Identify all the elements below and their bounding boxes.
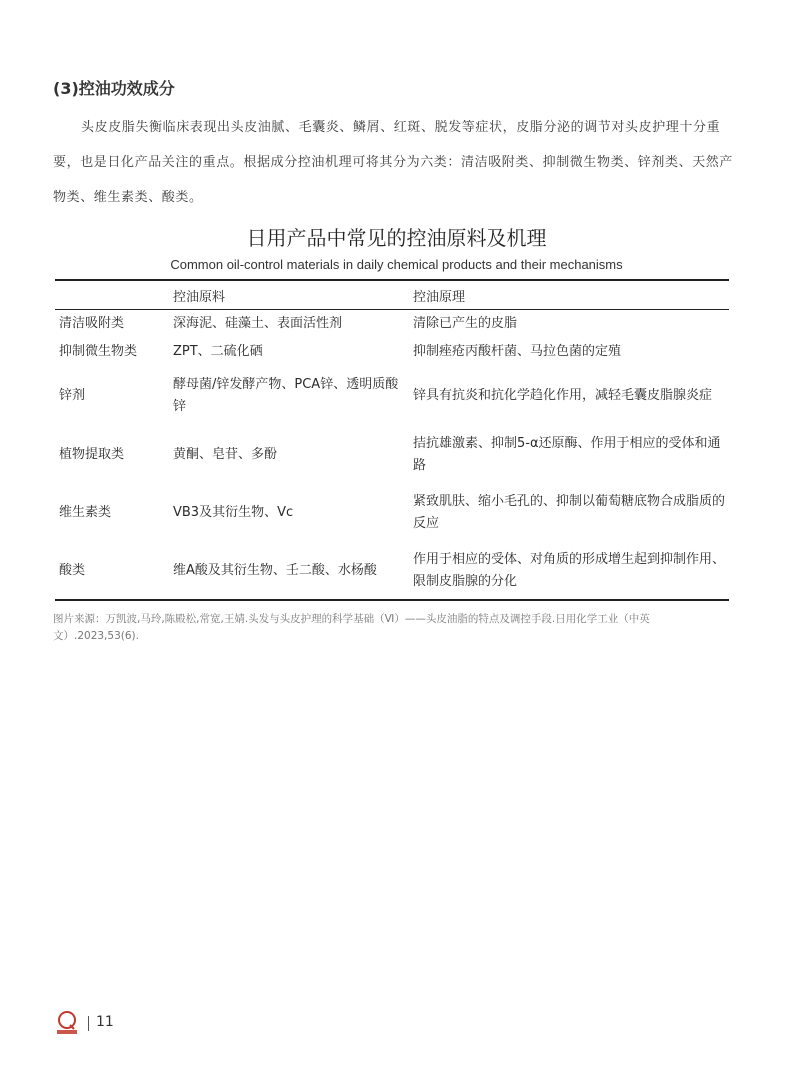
row-materials: ZPT、二硫化硒 xyxy=(173,344,263,359)
row-materials: 深海泥、硅藻土、表面活性剂 xyxy=(173,316,343,331)
header-materials: 控油原料 xyxy=(169,280,409,310)
row-category: 酸类 xyxy=(59,562,86,578)
table-row xyxy=(55,426,729,484)
row-category: 清洁吸附类 xyxy=(59,316,125,331)
table-row xyxy=(55,338,729,366)
header-mechanism: 控油原理 xyxy=(409,280,729,310)
table-row xyxy=(55,484,729,542)
row-mechanism: 紧致肌肤、缩小毛孔的、抑制以葡萄糖底物合成脂质的反应 xyxy=(413,494,726,531)
row-category: 抑制微生物类 xyxy=(59,344,138,359)
row-materials: 酵母菌/锌发酵产物、PCA锌、透明质酸锌 xyxy=(173,377,399,414)
table-row xyxy=(55,310,729,339)
table-title: 日用产品中常见的控油原料及机理 xyxy=(246,226,547,250)
footer-divider xyxy=(88,1016,89,1031)
row-mechanism: 作用于相应的受体、对角质的形成增生起到抑制作用、限制皮脂腺的分化 xyxy=(413,551,726,589)
row-materials: 黄酮、皂苷、多酚 xyxy=(173,447,278,462)
row-mechanism: 锌具有抗炎和抗化学趋化作用，减轻毛囊皮脂腺炎症 xyxy=(413,388,713,403)
row-mechanism: 清除已产生的皮脂 xyxy=(413,316,518,331)
table-row xyxy=(55,542,729,600)
row-materials: VB3及其衍生物、Vc xyxy=(173,505,294,520)
brand-logo-icon xyxy=(54,1010,80,1040)
header-category xyxy=(55,280,169,310)
oil-control-table xyxy=(55,279,729,601)
row-category: 维生素类 xyxy=(59,505,112,520)
row-category: 植物提取类 xyxy=(59,447,125,462)
row-mechanism: 抑制痤疮丙酸杆菌、马拉色菌的定殖 xyxy=(413,344,622,359)
row-category: 锌剂 xyxy=(59,388,86,403)
intro-paragraph: 头皮皮脂失衡临床表现出头皮油腻、毛囊炎、鳞屑、红斑、脱发等症状，皮脂分泌的调节对头皮护理十分重要，也是日化产品关注的重点。根据成分控油机理可将其分为六类：清洁吸附类、抑制微生物类、锌剂类、天然产物类、维生素类、酸类。 xyxy=(53,120,734,205)
table-subtitle: Common oil-control materials in daily chemical products and their mechanisms xyxy=(170,257,623,272)
source-note: 图片来源：万凯波,马玲,陈殿松,常宽,王婧.头发与头皮护理的科学基础（Ⅵ）——头皮油脂的特点及调控手段.日用化学工业（中英文）.2023,53(6). xyxy=(53,613,650,642)
table-header-row xyxy=(55,280,729,310)
page-number: 11 xyxy=(96,1014,114,1030)
section-title: (3)控油功效成分 xyxy=(53,79,175,98)
row-materials: 维A酸及其衍生物、壬二酸、水杨酸 xyxy=(173,562,377,578)
row-mechanism: 拮抗雄激素、抑制5-α还原酶、作用于相应的受体和通路 xyxy=(413,436,721,473)
table-row xyxy=(55,366,729,426)
